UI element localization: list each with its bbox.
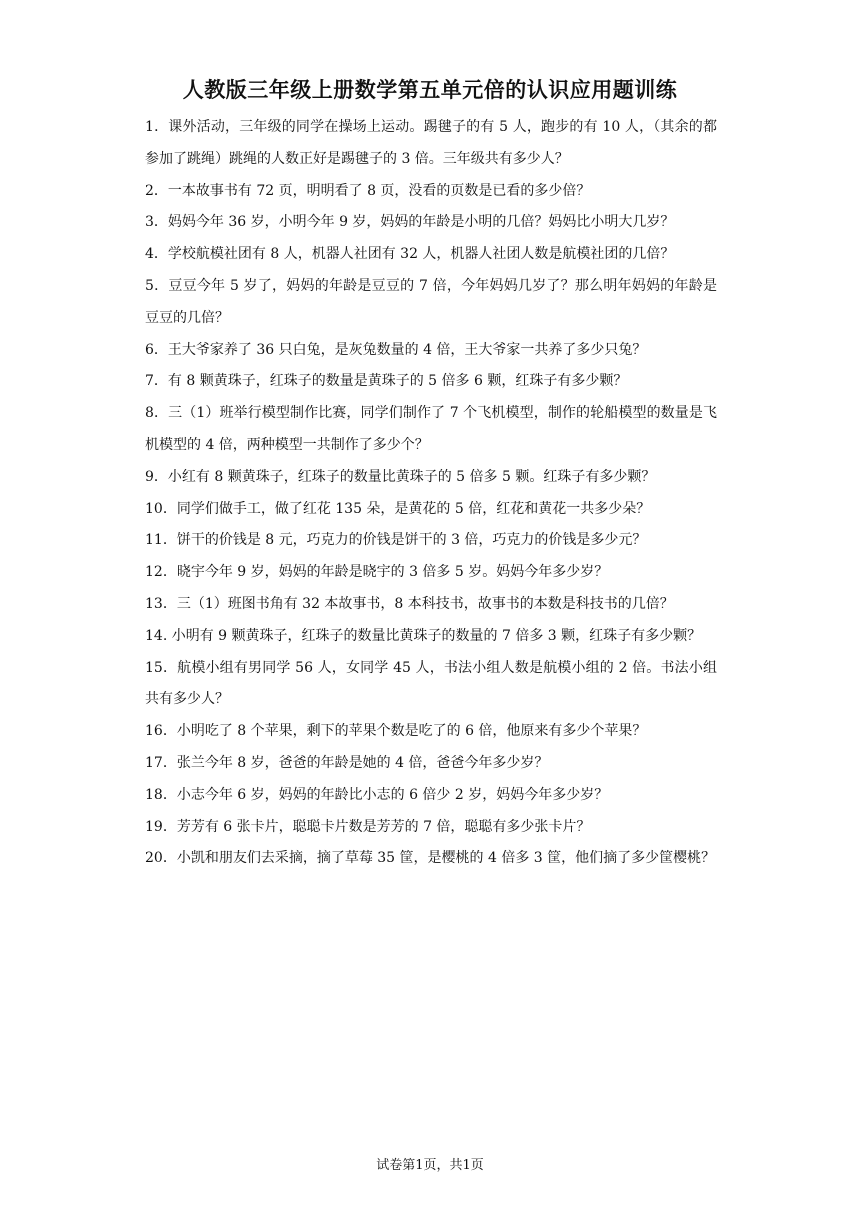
question-item: 11．饼干的价钱是 8 元，巧克力的价钱是饼干的 3 倍，巧克力的价钱是多少元？: [145, 532, 647, 549]
question-item: 15．航模小组有男同学 56 人，女同学 45 人，书法小组人数是航模小组的 2 倍。书法小组共有多少人？: [145, 659, 717, 708]
question-item: 7．有 8 颗黄珠子，红珠子的数量是黄珠子的 5 倍多 6 颗，红珠子有多少颗？: [145, 373, 628, 390]
question-item: 2．一本故事书有 72 页，明明看了 8 页，没看的页数是已看的多少倍？: [145, 182, 591, 199]
question-item: 18．小志今年 6 岁，妈妈的年龄比小志的 6 倍少 2 岁，妈妈今年多少岁？: [145, 786, 609, 803]
question-item: 19．芳芳有 6 张卡片，聪聪卡片数是芳芳的 7 倍，聪聪有多少张卡片？: [145, 818, 591, 835]
question-list: [145, 112, 717, 875]
question-item: 20．小凯和朋友们去采摘，摘了草莓 35 筐，是樱桃的 4 倍多 3 筐，他们摘了多少筐樱桃？: [145, 850, 716, 867]
question-item: 14. 小明有 9 颗黄珠子，红珠子的数量比黄珠子的数量的 7 倍多 3 颗，红珠子有多少颗？: [145, 627, 702, 644]
question-item: 1．课外活动，三年级的同学在操场上运动。踢毽子的有 5 人，跑步的有 10 人，（其余的都参加了跳绳）跳绳的人数正好是踢毽子的 3 倍。三年级共有多少人？: [145, 119, 717, 167]
question-item: 17．张兰今年 8 岁，爸爸的年龄是她的 4 倍，爸爸今年多少岁？: [145, 754, 549, 771]
question-item: 3．妈妈今年 36 岁，小明今年 9 岁，妈妈的年龄是小明的几倍？妈妈比小明大几岁？: [145, 214, 675, 231]
question-item: 16．小明吃了 8 个苹果，剩下的苹果个数是吃了的 6 倍，他原来有多少个苹果？: [145, 723, 647, 740]
question-item: 9．小红有 8 颗黄珠子，红珠子的数量比黄珠子的 5 倍多 5 颗。红珠子有多少颗？: [145, 468, 656, 485]
question-item: 13．三（1）班图书角有 32 本故事书，8 本科技书，故事书的本数是科技书的几倍？: [145, 595, 674, 612]
question-item: 4．学校航模社团有 8 人，机器人社团有 32 人，机器人社团人数是航模社团的几倍？: [145, 246, 675, 263]
document-title: 人教版三年级上册数学第五单元倍的认识应用题训练: [182, 77, 678, 102]
page-footer: 试卷第1页，共1页: [376, 1158, 484, 1173]
question-item: 8．三（1）班举行模型制作比赛，同学们制作了 7 个飞机模型，制作的轮船模型的数量是飞机模型的 4 倍，两种模型一共制作了多少个？: [145, 405, 717, 453]
question-item: 6．王大爷家养了 36 只白兔，是灰兔数量的 4 倍，王大爷家一共养了多少只兔？: [145, 341, 647, 358]
question-item: 12．晓宇今年 9 岁，妈妈的年龄是晓宇的 3 倍多 5 岁。妈妈今年多少岁？: [145, 564, 609, 581]
question-item: 5．豆豆今年 5 岁了，妈妈的年龄是豆豆的 7 倍，今年妈妈几岁了？那么明年妈妈的年龄是豆豆的几倍？: [145, 277, 717, 326]
question-item: 10．同学们做手工，做了红花 135 朵，是黄花的 5 倍，红花和黄花一共多少朵？: [145, 500, 651, 517]
